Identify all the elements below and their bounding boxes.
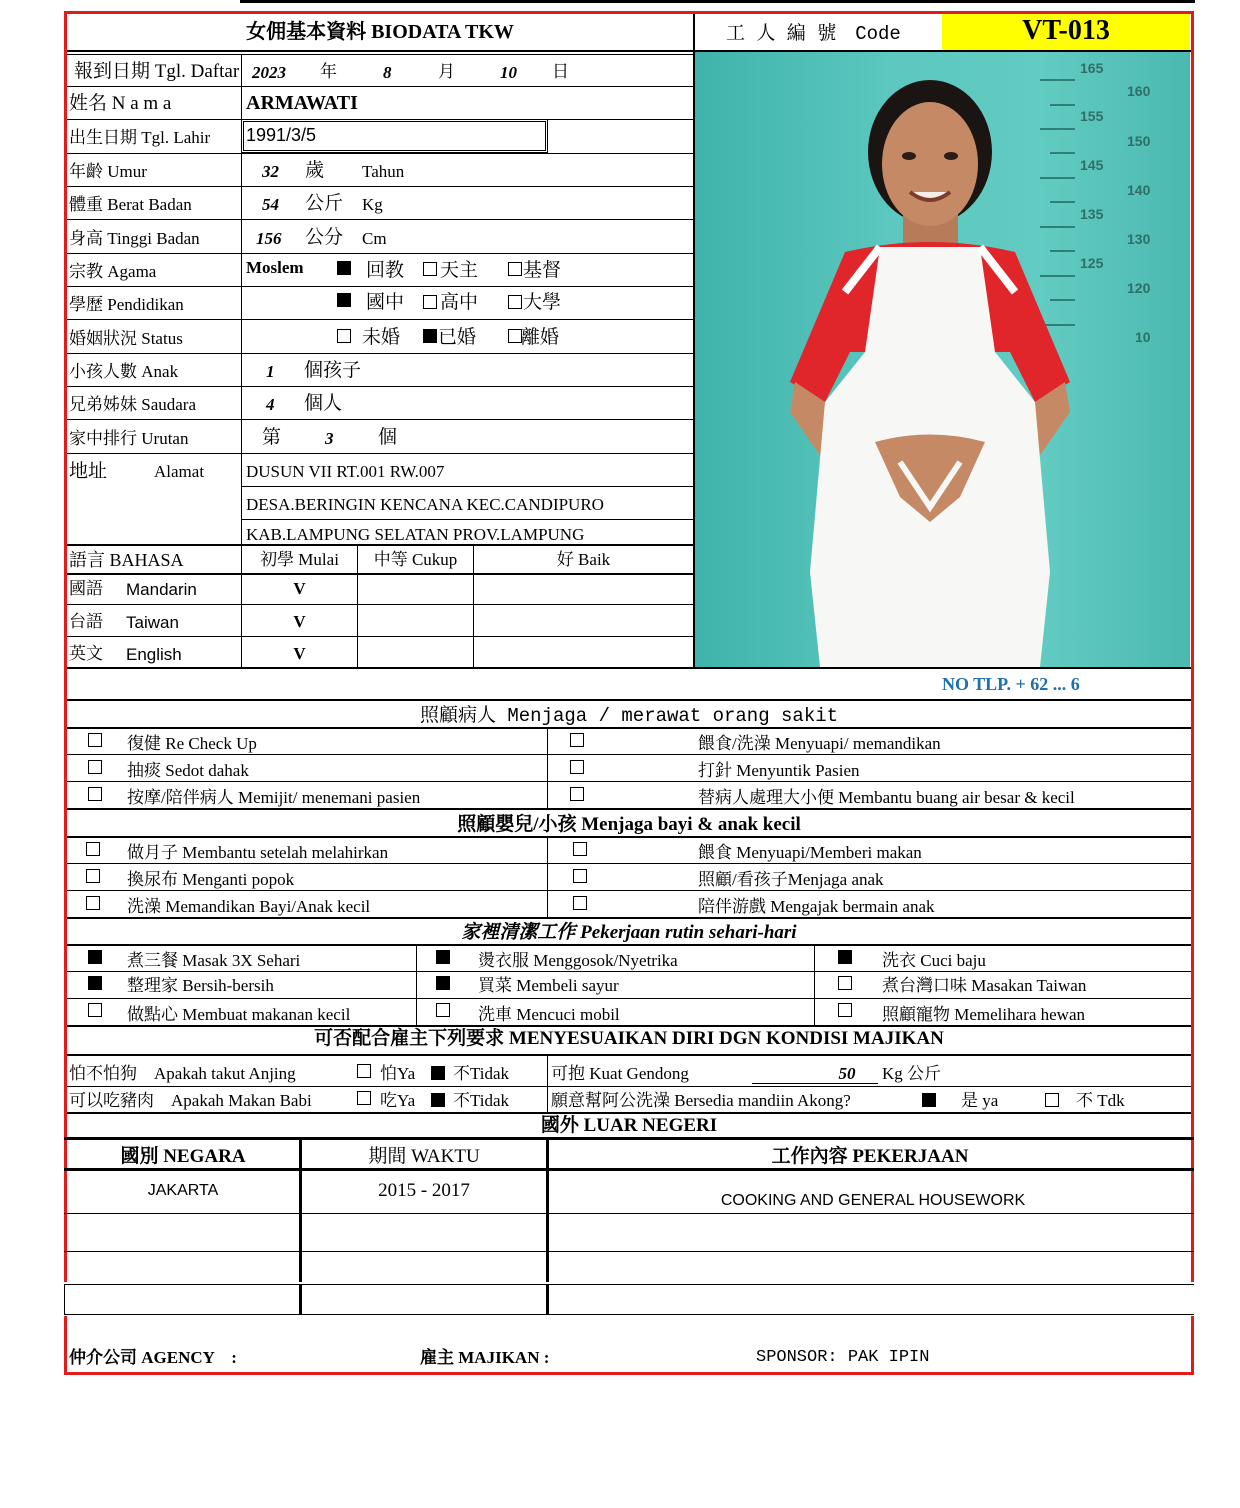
- reg-day-unit: 日: [552, 62, 569, 81]
- siblings-unit: 個人: [304, 393, 343, 414]
- reg-month: 8: [383, 63, 392, 82]
- sick-item: 替病人處理大小便 Membantu buang air besar & kecil: [698, 788, 1075, 807]
- language-mark: V: [293, 612, 306, 631]
- sick-item: 餵食/洗澡 Menyuapi/ memandikan: [698, 734, 941, 753]
- education-option-1: 國中: [366, 292, 405, 313]
- status-checkbox-2[interactable]: [423, 329, 437, 343]
- status-label: 婚姻狀況 Status: [69, 329, 183, 348]
- age-value: 32: [262, 162, 279, 181]
- sick-checkbox[interactable]: [570, 760, 584, 774]
- sponsor-label: SPONSOR: PAK IPIN: [756, 1348, 930, 1367]
- name-value: ARMAWATI: [246, 92, 358, 114]
- baby-checkbox[interactable]: [573, 896, 587, 910]
- reg-day: 10: [500, 63, 517, 82]
- dog-no-label: 不Tidak: [453, 1064, 510, 1083]
- sick-care-title: 照顧病人 Menjaga / merawat orang sakit: [419, 705, 839, 727]
- education-label: 學歷 Pendidikan: [69, 295, 184, 314]
- ruler-mark: 135: [1080, 206, 1104, 222]
- baby-care-title: 照顧嬰兒/小孩 Menjaga bayi & anak kecil: [457, 814, 801, 835]
- house-item: 煮台灣口味 Masakan Taiwan: [882, 976, 1087, 995]
- house-item: 洗衣 Cuci baju: [882, 951, 986, 970]
- reg-date-label: 報到日期 Tgl. Daftar: [74, 61, 240, 82]
- order-suffix: 個: [378, 427, 398, 448]
- sick-item: 按摩/陪伴病人 Memijit/ menemani pasien: [127, 788, 421, 807]
- language-mark: V: [293, 644, 306, 663]
- grandpa-label: 願意幫阿公洗澡 Bersedia mandiin Akong?: [551, 1091, 851, 1110]
- religion-option-3: 基督: [523, 260, 562, 281]
- house-item: 煮三餐 Masak 3X Sehari: [127, 951, 301, 970]
- ruler-mark: 160: [1127, 83, 1151, 99]
- sick-item: 復健 Re Check Up: [127, 734, 257, 753]
- phone-number: NO TLP. + 62 ... 6: [942, 674, 1080, 694]
- baby-item: 陪伴游戲 Mengajak bermain anak: [698, 897, 935, 916]
- siblings-label: 兄弟姊妹 Saudara: [69, 395, 197, 414]
- house-checkbox[interactable]: [436, 950, 450, 964]
- house-checkbox[interactable]: [838, 1003, 852, 1017]
- address-label-id: Alamat: [154, 462, 205, 481]
- house-checkbox[interactable]: [88, 976, 102, 990]
- height-value: 156: [256, 229, 282, 248]
- status-option-3: 離婚: [521, 327, 560, 348]
- religion-value: Moslem: [246, 258, 304, 277]
- house-item: 買菜 Membeli sayur: [478, 976, 619, 995]
- order-label: 家中排行 Urutan: [69, 429, 189, 448]
- weight-value: 54: [262, 195, 279, 214]
- religion-option-1: 回教: [366, 260, 405, 281]
- baby-item: 洗澡 Memandikan Bayi/Anak kecil: [127, 897, 371, 916]
- address-line-3: KAB.LAMPUNG SELATAN PROV.LAMPUNG: [246, 525, 585, 544]
- language-row-en: Taiwan: [126, 613, 179, 632]
- sick-checkbox[interactable]: [88, 787, 102, 801]
- lift-label: 可抱 Kuat Gendong: [551, 1064, 689, 1083]
- baby-checkbox[interactable]: [86, 869, 100, 883]
- pork-yes-label: 吃Ya: [380, 1091, 416, 1110]
- address-line-2: DESA.BERINGIN KENCANA KEC.CANDIPURO: [246, 495, 604, 514]
- pork-no-label: 不Tidak: [453, 1091, 510, 1110]
- education-option-3: 大學: [523, 292, 562, 313]
- sick-checkbox[interactable]: [88, 760, 102, 774]
- grandpa-no-label: 不 Tdk: [1076, 1091, 1125, 1110]
- top-rule: [240, 0, 1195, 3]
- weight-unit-cn: 公斤: [305, 193, 344, 214]
- ruler-mark: 10: [1135, 329, 1151, 345]
- baby-checkbox[interactable]: [86, 842, 100, 856]
- baby-item: 做月子 Membantu setelah melahirkan: [127, 843, 389, 862]
- pork-label: 可以吃豬肉 Apakah Makan Babi: [69, 1091, 312, 1110]
- ruler-mark: 140: [1127, 182, 1151, 198]
- baby-checkbox[interactable]: [573, 842, 587, 856]
- reg-year: 2023: [252, 63, 286, 82]
- abroad-title: 國外 LUAR NEGERI: [540, 1115, 718, 1136]
- reg-year-unit: 年: [320, 62, 337, 81]
- house-item: 洗車 Mencuci mobil: [478, 1005, 620, 1024]
- code-value: VT-013: [1022, 15, 1110, 46]
- height-label: 身高 Tinggi Badan: [69, 229, 200, 248]
- education-checkbox-2[interactable]: [423, 295, 437, 309]
- religion-checkbox-1[interactable]: [337, 261, 351, 275]
- ruler-mark: 155: [1080, 108, 1104, 124]
- status-checkbox-3[interactable]: [508, 329, 522, 343]
- dob-label: 出生日期 Tgl. Lahir: [69, 128, 211, 147]
- ruler-mark: 130: [1127, 231, 1151, 247]
- status-option-2: 已婚: [438, 327, 477, 348]
- house-checkbox[interactable]: [436, 976, 450, 990]
- religion-checkbox-2[interactable]: [423, 262, 437, 276]
- children-unit: 個孩子: [304, 360, 362, 381]
- language-row-en: English: [126, 645, 182, 664]
- baby-item: 換尿布 Menganti popok: [127, 870, 295, 889]
- sick-item: 抽痰 Sedot dahak: [127, 761, 249, 780]
- code-label: 工 人 編 號 Code: [726, 23, 901, 45]
- language-row-cn: 英文: [69, 644, 103, 663]
- adapt-title: 可否配合雇主下列要求 MENYESUAIKAN DIRI DGN KONDISI MAJIKAN: [314, 1028, 944, 1049]
- order-prefix: 第: [262, 427, 282, 448]
- children-value: 1: [266, 362, 275, 381]
- language-row-cn: 台語: [69, 612, 103, 631]
- house-checkbox[interactable]: [838, 976, 852, 990]
- height-unit-cn: 公分: [305, 227, 344, 248]
- pork-no-checkbox[interactable]: [431, 1093, 445, 1107]
- ruler-mark: 125: [1080, 255, 1104, 271]
- grandpa-yes-label: 是 ya: [961, 1091, 999, 1110]
- weight-unit-id: Kg: [362, 195, 383, 214]
- height-unit-id: Cm: [362, 229, 387, 248]
- dog-label: 怕不怕狗 Apakah takut Anjing: [69, 1064, 296, 1083]
- agency-label: 仲介公司 AGENCY :: [69, 1348, 237, 1367]
- weight-label: 體重 Berat Badan: [69, 195, 192, 214]
- house-item: 照顧寵物 Memelihara hewan: [882, 1005, 1085, 1024]
- religion-option-2: 天主: [440, 260, 479, 281]
- education-option-2: 高中: [440, 292, 479, 313]
- abroad-period: 2015 - 2017: [378, 1180, 470, 1201]
- house-item: 燙衣服 Menggosok/Nyetrika: [478, 951, 678, 970]
- ruler-mark: 165: [1080, 60, 1104, 76]
- house-checkbox[interactable]: [88, 1003, 102, 1017]
- sick-checkbox[interactable]: [570, 787, 584, 801]
- reg-month-unit: 月: [438, 62, 455, 81]
- ruler-mark: 150: [1127, 133, 1151, 149]
- ruler-mark: 120: [1127, 280, 1151, 296]
- status-option-1: 未婚: [362, 327, 401, 348]
- house-checkbox[interactable]: [88, 950, 102, 964]
- religion-checkbox-3[interactable]: [508, 262, 522, 276]
- house-item: 整理家 Bersih-bersih: [127, 976, 274, 995]
- age-unit-id: Tahun: [362, 162, 405, 181]
- sick-checkbox[interactable]: [570, 733, 584, 747]
- education-checkbox-3[interactable]: [508, 295, 522, 309]
- dog-yes-checkbox[interactable]: [357, 1064, 371, 1078]
- age-label: 年齡 Umur: [69, 162, 147, 181]
- abroad-country: JAKARTA: [147, 1182, 219, 1199]
- abroad-header-period: 期間 WAKTU: [368, 1146, 480, 1167]
- language-col-3: 好 Baik: [556, 550, 611, 569]
- house-checkbox[interactable]: [436, 1003, 450, 1017]
- language-label: 語言 BAHASA: [69, 550, 184, 570]
- abroad-header-country: 國別 NEGARA: [120, 1146, 246, 1167]
- religion-label: 宗教 Agama: [69, 262, 157, 281]
- worker-photo: [695, 52, 1190, 667]
- order-value: 3: [325, 429, 334, 448]
- language-row-cn: 國語: [69, 579, 103, 598]
- house-item: 做點心 Membuat makanan kecil: [127, 1005, 351, 1024]
- language-row-en: Mandarin: [126, 580, 197, 599]
- lift-unit: Kg 公斤: [882, 1064, 942, 1083]
- dob-value: 1991/3/5: [246, 125, 317, 145]
- siblings-value: 4: [266, 395, 275, 414]
- language-mark: V: [293, 579, 306, 598]
- name-label: 姓名 N a m a: [69, 93, 172, 114]
- household-title: 家裡清潔工作 Pekerjaan rutin sehari-hari: [461, 922, 797, 943]
- photo-illustration: [695, 52, 1190, 667]
- baby-item: 餵食 Menyuapi/Memberi makan: [698, 843, 922, 862]
- address-label-cn: 地址: [69, 461, 108, 482]
- status-checkbox-1[interactable]: [337, 329, 351, 343]
- majikan-label: 雇主 MAJIKAN :: [420, 1348, 550, 1367]
- form-title: 女佣基本資料 BIODATA TKW: [246, 21, 514, 43]
- sick-checkbox[interactable]: [88, 733, 102, 747]
- address-line-1: DUSUN VII RT.001 RW.007: [246, 462, 445, 481]
- abroad-job: COOKING AND GENERAL HOUSEWORK: [720, 1192, 1026, 1209]
- children-label: 小孩人數 Anak: [69, 362, 179, 381]
- language-col-1: 初學 Mulai: [260, 550, 339, 569]
- language-col-2: 中等 Cukup: [373, 550, 458, 569]
- pork-yes-checkbox[interactable]: [357, 1091, 371, 1105]
- lift-value: 50: [838, 1064, 856, 1083]
- baby-checkbox[interactable]: [573, 869, 587, 883]
- grandpa-yes-checkbox[interactable]: [922, 1093, 936, 1107]
- baby-checkbox[interactable]: [86, 896, 100, 910]
- age-unit-cn: 歲: [305, 160, 325, 181]
- abroad-header-job: 工作內容 PEKERJAAN: [771, 1146, 969, 1167]
- baby-item: 照顧/看孩子Menjaga anak: [698, 870, 884, 889]
- education-checkbox-1[interactable]: [337, 293, 351, 307]
- ruler-mark: 145: [1080, 157, 1104, 173]
- dog-no-checkbox[interactable]: [431, 1066, 445, 1080]
- sick-item: 打針 Menyuntik Pasien: [698, 761, 860, 780]
- house-checkbox[interactable]: [838, 950, 852, 964]
- dog-yes-label: 怕Ya: [380, 1064, 416, 1083]
- grandpa-no-checkbox[interactable]: [1045, 1093, 1059, 1107]
